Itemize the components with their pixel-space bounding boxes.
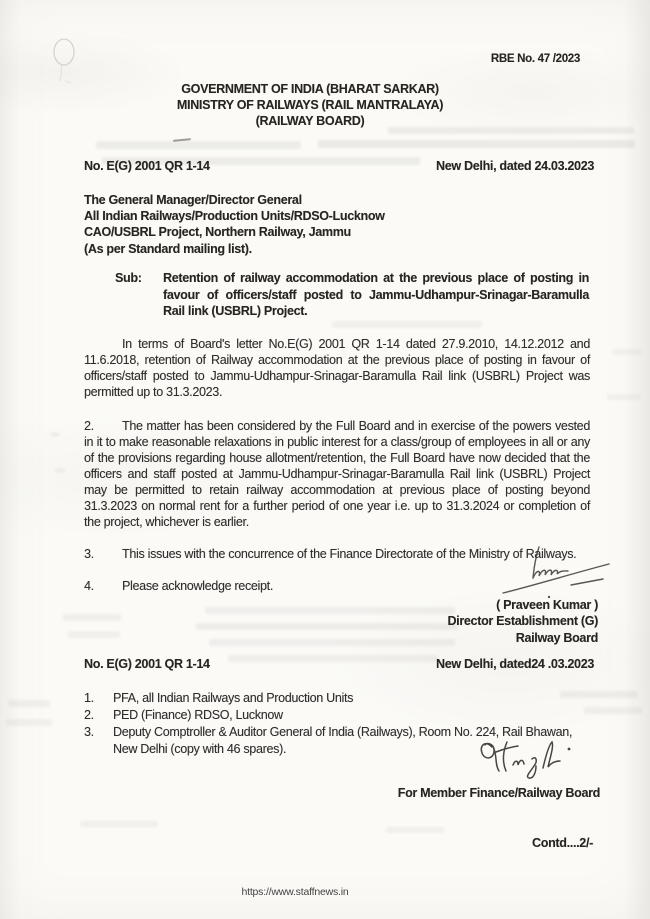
rbe-number: RBE No. 47 /2023 xyxy=(490,53,580,65)
bleedthrough-mark xyxy=(6,719,52,726)
place-and-date: New Delhi, dated 24.03.2023 xyxy=(436,159,594,173)
bleedthrough-mark xyxy=(8,700,50,707)
pencil-mark xyxy=(50,36,84,86)
bleedthrough-mark xyxy=(332,321,482,328)
place-and-date-2: New Delhi, dated24 .03.2023 xyxy=(436,657,594,671)
bleedthrough-mark xyxy=(607,394,641,400)
letterhead-line-government: GOVERNMENT OF INDIA (BHARAT SARKAR) xyxy=(181,82,439,96)
copy-list-item: 2. PED (Finance) RDSO, Lucknow xyxy=(84,708,283,722)
bleedthrough-mark xyxy=(612,349,642,355)
copy-item-number: 3. xyxy=(84,725,94,739)
scan-speck xyxy=(50,432,60,437)
paragraph-number: 3. xyxy=(84,547,94,561)
signatory-name: ( Praveen Kumar ) xyxy=(496,598,598,612)
copy-item-number: 1. xyxy=(84,691,94,705)
signatory-organisation: Railway Board xyxy=(515,630,598,645)
subject-block xyxy=(115,270,589,320)
bleedthrough-mark xyxy=(196,623,458,630)
letterhead xyxy=(0,81,620,129)
paragraph-4: 4. Please acknowledge receipt. xyxy=(84,579,274,593)
continuation-note: Contd....2/- xyxy=(532,836,593,850)
signature-praveen-kumar xyxy=(473,541,618,601)
bleedthrough-mark xyxy=(584,707,642,714)
bleedthrough-mark xyxy=(205,607,455,614)
paragraph-3: 3. This issues with the concurrence of the Finance Directorate of the Ministry of Railways. xyxy=(84,547,577,561)
bleedthrough-mark xyxy=(209,639,455,646)
addressee-line: (As per Standard mailing list). xyxy=(84,241,252,256)
copy-item-number: 2. xyxy=(84,708,94,722)
letter-number: No. E(G) 2001 QR 1-14 xyxy=(84,159,210,173)
addressee-line: All Indian Railways/Production Units/RDSO-Lucknow xyxy=(84,209,385,224)
for-member-finance-line: For Member Finance/Railway Board xyxy=(397,786,600,800)
scan-speck xyxy=(54,468,66,473)
bleedthrough-mark xyxy=(63,614,121,621)
letterhead-line-board: (RAILWAY BOARD) xyxy=(255,114,365,128)
addressee-line: The General Manager/Director General xyxy=(84,193,302,207)
addressee-line: CAO/USBRL Project, Northern Railway, Jammu xyxy=(84,225,351,240)
paragraph-number: 4. xyxy=(84,579,94,593)
subject-text: Retention of railway accommodation at the previous place of posting in favour of officers/staff posted to Jammu-Udhampur-Srinagar-Baramulla Rail link (USBRL) Project. xyxy=(163,271,589,318)
bleedthrough-mark xyxy=(80,821,158,827)
paragraph-number: 2. xyxy=(84,419,94,433)
addressee-block xyxy=(84,192,385,257)
bleedthrough-mark xyxy=(318,140,635,148)
letter-number-2: No. E(G) 2001 QR 1-14 xyxy=(84,657,210,671)
signatory-block xyxy=(447,597,598,646)
source-url-watermark: https://www.staffnews.in xyxy=(241,886,349,898)
copy-list-item: 3. Deputy Comptroller & Auditor General of India (Railways), Room No. 224, Rail Bhawan, New Delhi (copy with 46 spares). xyxy=(84,725,573,756)
bleedthrough-mark xyxy=(96,141,301,149)
bleedthrough-mark xyxy=(68,631,120,638)
paragraph-1: In terms of Board's letter No.E(G) 2001 QR 1-14 dated 27.9.2010, 14.12.2012 and 11.6.2018, retention of Railway accommodation at the previous place of posting in favour of officers/staff posted to Jammu-Udhampur-Srinagar-Baramulla Rail link (USBRL) Project was permitted up to 31.3.2023. xyxy=(84,337,590,399)
subject-label: Sub: xyxy=(115,271,142,285)
reference-row xyxy=(84,158,594,174)
signatory-designation: Director Establishment (G) xyxy=(447,614,598,629)
bleedthrough-mark xyxy=(386,827,444,833)
letterhead-line-ministry: MINISTRY OF RAILWAYS (RAIL MANTRALAYA) xyxy=(176,98,444,112)
signature-for-member-finance xyxy=(476,737,578,783)
paragraph-2: 2. The matter has been considered by the Full Board and in exercise of the powers vested in it to make reasonable relaxations in public interest for a class/group of employees in all or any of the provisions regarding house allotment/retention, the Full Board have now decided that the officers and staff posted at Jammu-Udhampur-Srinagar-Baramulla Rail link (USBRL) Project may be permitted to retain railway accommodation at previous place of posting beyond 31.3.2023 on normal rent for a further period of one year i.e. up to 31.3.2024 or completion of the project, whichever is earlier. xyxy=(84,419,590,529)
copy-list-item: 1. PFA, all Indian Railways and Production Units xyxy=(84,691,354,705)
reference-row-2 xyxy=(84,656,594,672)
